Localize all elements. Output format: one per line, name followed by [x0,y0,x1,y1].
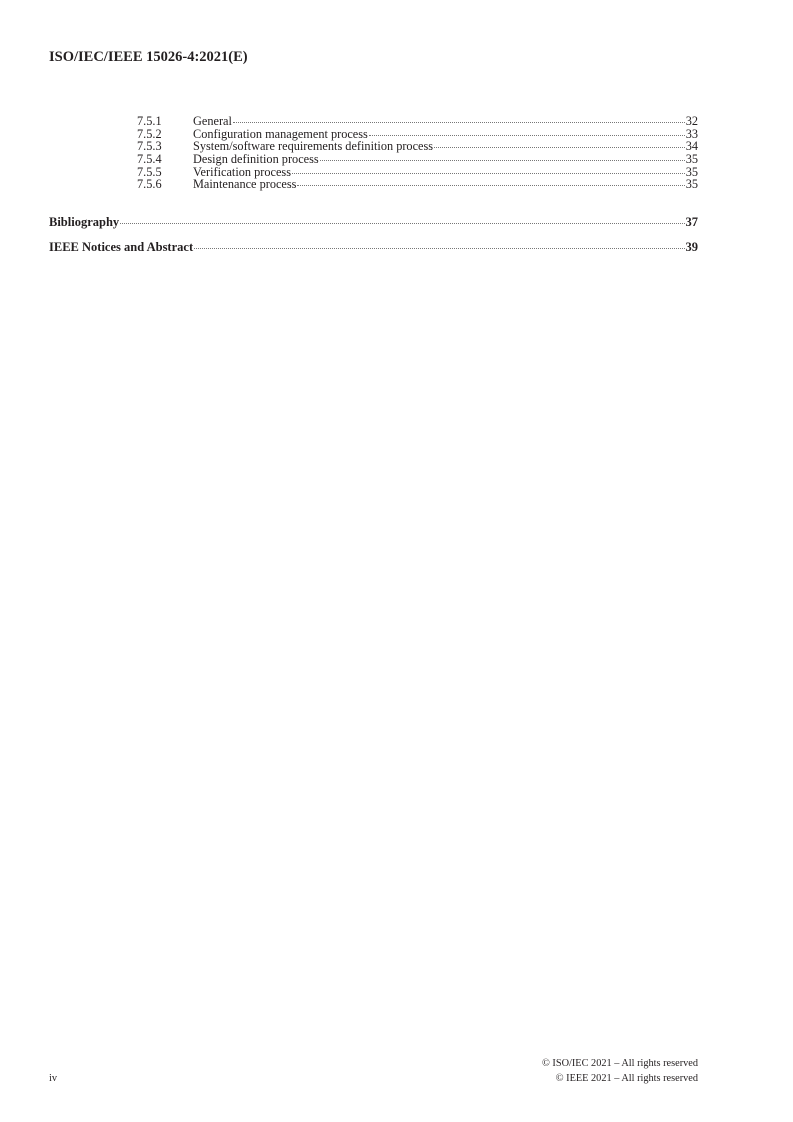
dot-leader [320,160,685,161]
toc-page: 35 [685,177,698,192]
dot-leader [233,122,685,123]
toc-number: 7.5.1 [137,114,162,128]
toc-number: 7.5.4 [137,152,162,167]
toc-page: 37 [685,215,698,229]
toc-title: Verification process [193,164,291,179]
page-number: iv [49,1073,58,1084]
toc-page: 32 [685,114,698,128]
toc-page: 39 [685,240,698,254]
copyright-iso: © ISO/IEC 2021 – All rights reserved [542,1058,698,1069]
toc-entry[interactable] [49,178,698,191]
table-of-contents [49,115,698,191]
toc-page: 35 [685,152,698,167]
toc-title: Configuration management process [193,126,368,141]
dot-leader [297,185,684,186]
toc-page: 35 [685,164,698,179]
toc-number: 7.5.5 [137,164,162,179]
toc-number: 7.5.2 [137,126,162,141]
dot-leader [292,173,685,174]
toc-entry-ieee-notices[interactable] [49,241,698,254]
dot-leader [369,135,685,136]
toc-number: 7.5.3 [137,139,162,154]
toc-entry-bibliography[interactable] [49,216,698,229]
toc-entry[interactable] [49,115,698,128]
dot-leader [194,248,684,249]
toc-title: Bibliography [49,215,120,229]
toc-number: 7.5.6 [137,177,162,192]
toc-entry[interactable] [49,153,698,166]
dot-leader [120,223,684,224]
toc-main-entries [49,241,698,254]
toc-main-entries [49,216,698,229]
dot-leader [434,147,685,148]
toc-page: 33 [685,126,698,141]
toc-title: General [193,114,232,128]
toc-title: Design definition process [193,152,319,167]
toc-title: Maintenance process [193,177,297,192]
copyright-ieee: © IEEE 2021 – All rights reserved [555,1073,698,1084]
document-header: ISO/IEC/IEEE 15026-4:2021(E) [49,49,248,65]
toc-page: 34 [685,139,698,154]
toc-title: IEEE Notices and Abstract [49,240,194,254]
toc-title: System/software requirements definition process [193,139,434,154]
